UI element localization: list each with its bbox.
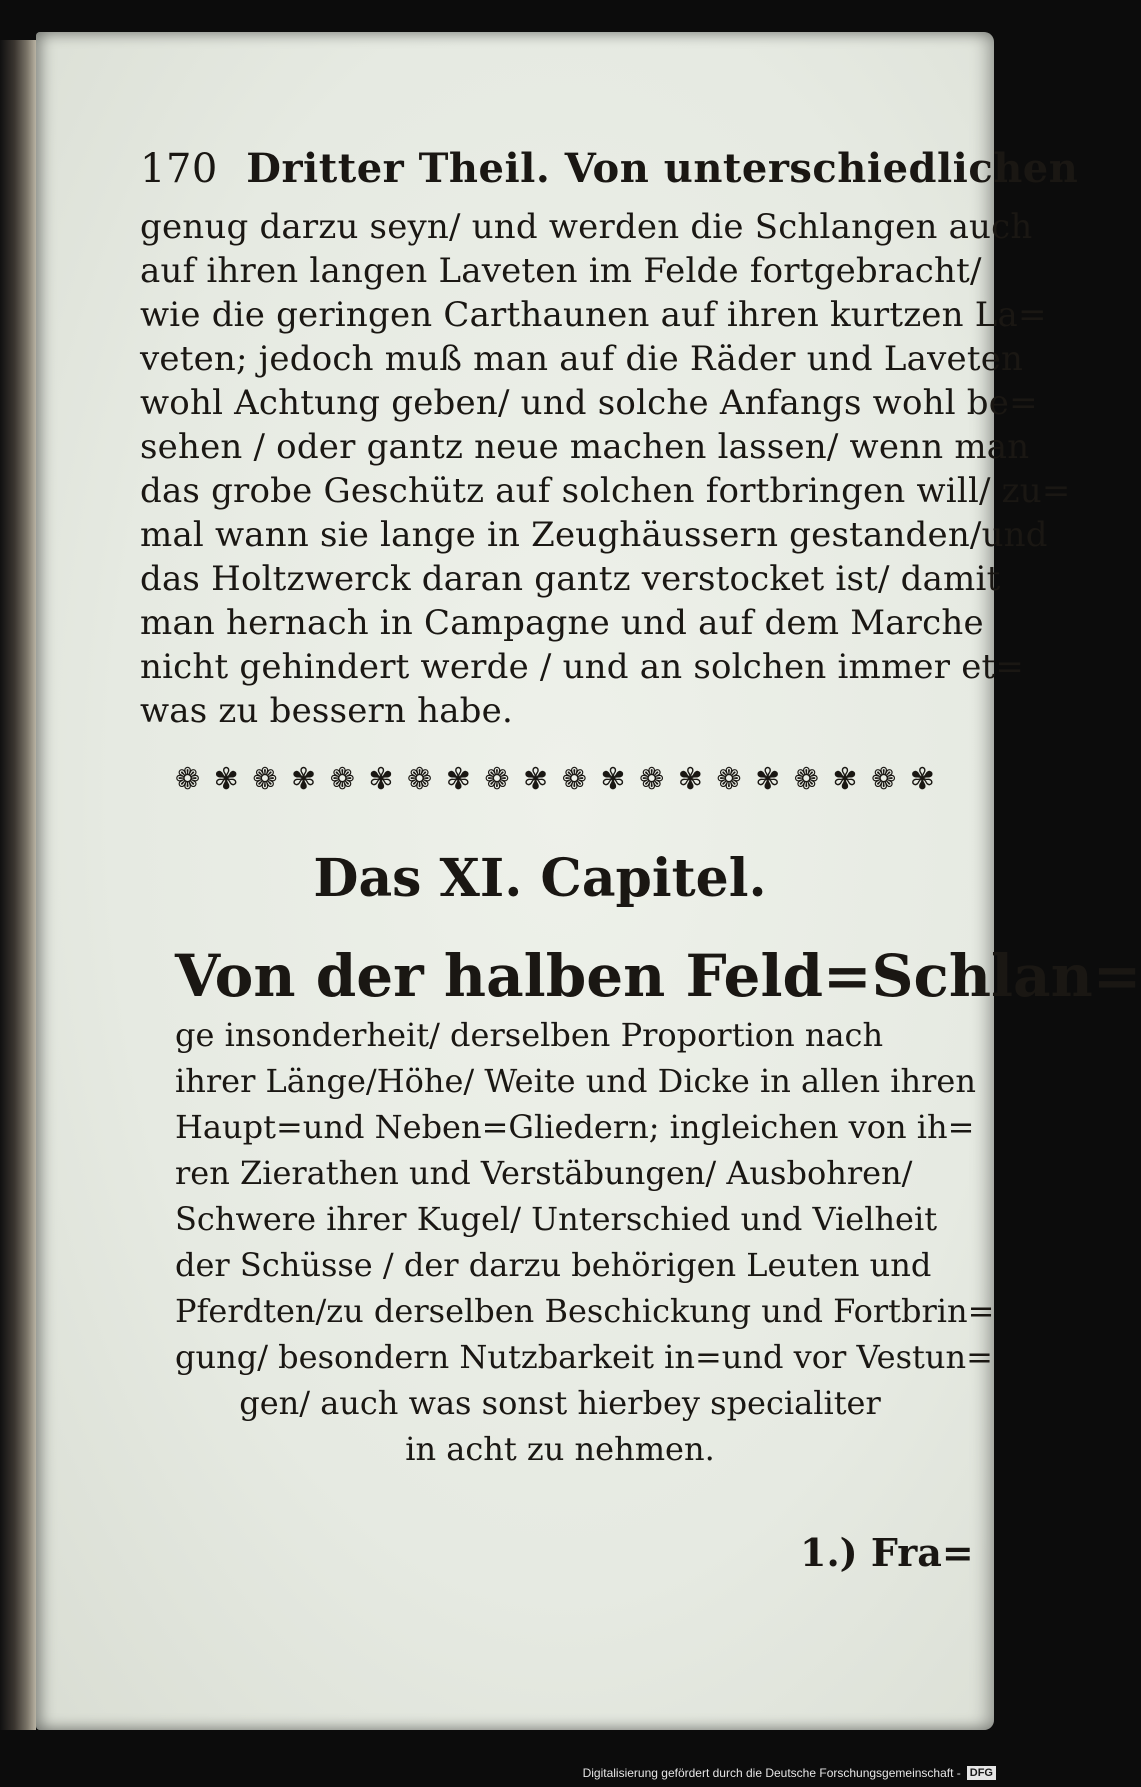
body-line: wie die geringen Carthaunen auf ihren kurtzen La=: [140, 295, 1047, 335]
body-line: nicht gehindert werde / und an solchen immer et=: [140, 647, 1025, 687]
ornament-glyph: ❁: [407, 761, 433, 797]
running-title: Dritter Theil. Von unterschiedlichen: [246, 145, 1079, 192]
body-line: auf ihren langen Laveten im Felde fortgebracht/: [140, 251, 982, 291]
section-heading-line: ge insonderheit/ derselben Proportion nach: [175, 1016, 884, 1054]
book-spine-edge: [0, 40, 36, 1730]
ornament-glyph: ✾: [677, 761, 703, 797]
body-text: [140, 205, 1071, 733]
body-line: mal wann sie lange in Zeughäussern gestanden/und: [140, 515, 1048, 555]
section-heading-line: Schwere ihrer Kugel/ Unterschied und Vielheit: [175, 1200, 938, 1238]
ornament-glyph: ❁: [329, 761, 355, 797]
body-line: sehen / oder gantz neue machen lassen/ wenn man: [140, 427, 1030, 467]
ornament-glyph: ❁: [484, 761, 510, 797]
section-heading-line: gen/ auch was sonst hierbey specialiter: [239, 1384, 881, 1422]
section-heading-first-line: Von der halben Feld=Schlan=: [175, 942, 1141, 1010]
body-line: wohl Achtung geben/ und solche Anfangs wohl be=: [140, 383, 1038, 423]
chapter-title: Das XI. Capitel.: [313, 848, 767, 909]
body-line: veten; jedoch muß man auf die Räder und Laveten: [140, 339, 1024, 379]
section-heading-line: Haupt=und Neben=Gliedern; ingleichen von ih=: [175, 1108, 975, 1146]
ornament-glyph: ❁: [871, 761, 897, 797]
section-heading-line: ren Zierathen und Verstäbungen/ Ausbohren/: [175, 1154, 913, 1192]
section-heading: [175, 940, 1141, 1472]
ornament-glyph: ❁: [561, 761, 587, 797]
running-header: [140, 145, 1079, 203]
ornament-glyph: ✾: [600, 761, 626, 797]
section-heading-line: ihrer Länge/Höhe/ Weite und Dicke in allen ihren: [175, 1062, 976, 1100]
decorative-ornament-band: [175, 762, 935, 796]
ornament-glyph: ✾: [909, 761, 935, 797]
ornament-glyph: ❁: [252, 761, 278, 797]
ornament-glyph: ❁: [793, 761, 819, 797]
catchword: 1.) Fra=: [800, 1530, 974, 1575]
ornament-glyph: ❁: [175, 761, 201, 797]
dfg-logo: DFG: [967, 1766, 996, 1780]
ornament-glyph: ✾: [213, 761, 239, 797]
body-line: was zu bessern habe.: [140, 691, 513, 731]
section-heading-line: in acht zu nehmen.: [405, 1430, 715, 1468]
section-heading-line: der Schüsse / der darzu behörigen Leuten und: [175, 1246, 932, 1284]
body-line: das Holtzwerck daran gantz verstocket ist/ damit: [140, 559, 1001, 599]
page-number: 170: [140, 146, 218, 192]
ornament-glyph: ❁: [639, 761, 665, 797]
digitization-credit: [583, 1765, 996, 1781]
body-line: das grobe Geschütz auf solchen fortbringen will/ zu=: [140, 471, 1071, 511]
body-line: man hernach in Campagne und auf dem Marche: [140, 603, 984, 643]
section-heading-line: Pferdten/zu derselben Beschickung und Fortbrin=: [175, 1292, 995, 1330]
ornament-glyph: ❁: [716, 761, 742, 797]
ornament-glyph: ✾: [368, 761, 394, 797]
ornament-glyph: ✾: [445, 761, 471, 797]
ornament-glyph: ✾: [523, 761, 549, 797]
ornament-glyph: ✾: [755, 761, 781, 797]
section-heading-line: gung/ besondern Nutzbarkeit in=und vor Vestun=: [175, 1338, 993, 1376]
ornament-glyph: ✾: [291, 761, 317, 797]
credit-text: Digitalisierung gefördert durch die Deutsche Forschungsgemeinschaft -: [582, 1766, 961, 1780]
ornament-glyph: ✾: [832, 761, 858, 797]
body-line: genug darzu seyn/ und werden die Schlangen auch: [140, 207, 1033, 247]
